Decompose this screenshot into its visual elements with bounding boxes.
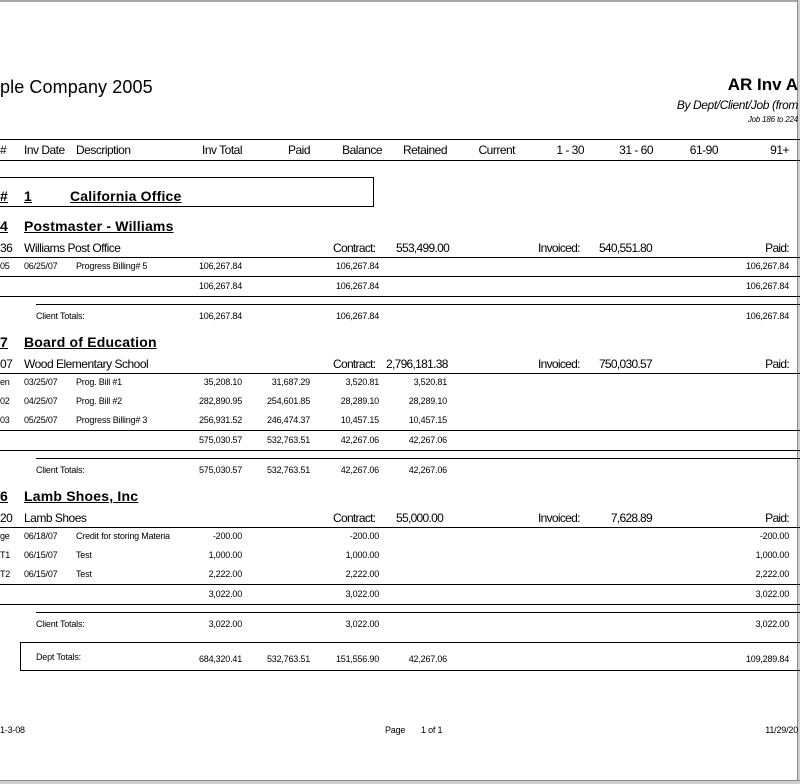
invoice-retained: 3,520.81 bbox=[413, 377, 447, 387]
client-total-total: 106,267.84 bbox=[198, 311, 242, 321]
job-totals-rule bbox=[0, 296, 800, 297]
job-rows-rule bbox=[0, 584, 800, 585]
footer-date-left: 1-3-08 bbox=[0, 725, 25, 735]
invoice-number: en bbox=[0, 377, 10, 387]
column-header-inv-total: Inv Total bbox=[202, 143, 242, 157]
dept-hash: # bbox=[0, 188, 8, 204]
invoice-description: Prog. Bill #2 bbox=[76, 396, 122, 406]
job-totals-rule bbox=[0, 450, 800, 451]
contract-amount: 553,499.00 bbox=[396, 241, 450, 255]
dept-box bbox=[0, 177, 374, 207]
job-rows-rule bbox=[0, 276, 800, 277]
invoice-date: 03/25/07 bbox=[24, 377, 58, 387]
client-total-balance: 106,267.84 bbox=[335, 311, 379, 321]
invoiced-label: Invoiced: bbox=[538, 511, 580, 525]
invoice-total: 2,222.00 bbox=[208, 569, 242, 579]
column-header-31-60: 31 - 60 bbox=[619, 143, 653, 157]
column-header-1-30: 1 - 30 bbox=[556, 143, 584, 157]
invoice-description: Progress Billing# 5 bbox=[76, 261, 148, 271]
paid-label: Paid: bbox=[765, 241, 789, 255]
client-total-retained: 42,267.06 bbox=[408, 465, 447, 475]
dept-totals-ninety-plus: 109,289.84 bbox=[745, 654, 789, 664]
client-totals-label: Client Totals: bbox=[36, 311, 85, 321]
job-total-balance: 42,267.06 bbox=[340, 435, 379, 445]
contract-label: Contract: bbox=[333, 511, 376, 525]
job-total-balance: 106,267.84 bbox=[335, 281, 379, 291]
job-number: 07 bbox=[0, 357, 13, 371]
job-number: 20 bbox=[0, 511, 13, 525]
window-top-border bbox=[0, 0, 800, 2]
invoice-total: 256,931.52 bbox=[198, 415, 242, 425]
invoiced-amount: 7,628.89 bbox=[610, 511, 652, 525]
header-bottom-rule bbox=[0, 160, 800, 161]
invoice-description: Test bbox=[76, 550, 92, 560]
job-totals-rule bbox=[0, 604, 800, 605]
report-subtitle: By Dept/Client/Job (from bbox=[676, 98, 798, 112]
invoice-total: 282,890.95 bbox=[198, 396, 242, 406]
header-top-rule bbox=[0, 139, 800, 140]
job-name: Williams Post Office bbox=[24, 241, 121, 255]
column-header-inv-date: Inv Date bbox=[24, 143, 65, 157]
invoice-total: 106,267.84 bbox=[198, 261, 242, 271]
invoice-date: 06/18/07 bbox=[24, 531, 58, 541]
client-totals-rule bbox=[36, 304, 800, 305]
invoice-paid: 31,687.29 bbox=[271, 377, 310, 387]
report-range: Job 186 to 224 bbox=[747, 115, 798, 124]
invoice-retained: 28,289.10 bbox=[408, 396, 447, 406]
invoice-number: 05 bbox=[0, 261, 10, 271]
job-name: Lamb Shoes bbox=[24, 511, 87, 525]
invoice-balance: 2,222.00 bbox=[345, 569, 379, 579]
invoice-ninety: 2,222.00 bbox=[755, 569, 789, 579]
job-header-rule bbox=[0, 373, 800, 374]
invoice-description: Prog. Bill #1 bbox=[76, 377, 122, 387]
column-header-91: 91+ bbox=[770, 143, 789, 157]
client-name: Board of Education bbox=[24, 334, 157, 350]
paid-label: Paid: bbox=[765, 357, 789, 371]
invoice-balance: 10,457.15 bbox=[340, 415, 379, 425]
invoice-number: 03 bbox=[0, 415, 10, 425]
contract-label: Contract: bbox=[333, 241, 376, 255]
column-header-: # bbox=[0, 143, 7, 157]
invoice-total: 35,208.10 bbox=[203, 377, 242, 387]
contract-amount: 2,796,181.38 bbox=[386, 357, 448, 371]
invoice-description: Test bbox=[76, 569, 92, 579]
job-total-ninety: 106,267.84 bbox=[745, 281, 789, 291]
job-header-rule bbox=[0, 257, 800, 258]
job-total-retained: 42,267.06 bbox=[408, 435, 447, 445]
client-totals-label: Client Totals: bbox=[36, 465, 85, 475]
dept-number: 1 bbox=[24, 188, 32, 204]
invoice-ninety: -200.00 bbox=[759, 531, 789, 541]
job-header-rule bbox=[0, 527, 800, 528]
invoice-date: 06/15/07 bbox=[24, 569, 58, 579]
column-header-paid: Paid bbox=[287, 143, 310, 157]
invoiced-amount: 750,030.57 bbox=[598, 357, 652, 371]
client-totals-label: Client Totals: bbox=[36, 619, 85, 629]
report-title: AR Inv A bbox=[727, 75, 798, 94]
dept-totals-balance: 151,556.90 bbox=[335, 654, 379, 664]
invoice-number: 02 bbox=[0, 396, 10, 406]
dept-totals-paid: 532,763.51 bbox=[266, 654, 310, 664]
job-rows-rule bbox=[0, 430, 800, 431]
client-number: 7 bbox=[0, 334, 8, 350]
invoice-date: 05/25/07 bbox=[24, 415, 58, 425]
contract-amount: 55,000.00 bbox=[396, 511, 444, 525]
client-number: 6 bbox=[0, 488, 8, 504]
invoice-balance: 106,267.84 bbox=[335, 261, 379, 271]
invoice-description: Progress Billing# 3 bbox=[76, 415, 148, 425]
client-total-ninety: 106,267.84 bbox=[745, 311, 789, 321]
invoice-description: Credit for storing Materia bbox=[76, 531, 170, 541]
invoice-balance: 28,289.10 bbox=[340, 396, 379, 406]
column-header-description: Description bbox=[76, 143, 131, 157]
dept-name: California Office bbox=[70, 188, 182, 204]
paid-label: Paid: bbox=[765, 511, 789, 525]
column-header-current: Current bbox=[478, 143, 515, 157]
footer-page-number: 1 of 1 bbox=[421, 725, 443, 735]
invoice-paid: 254,601.85 bbox=[266, 396, 310, 406]
invoice-date: 06/25/07 bbox=[24, 261, 58, 271]
invoice-number: T1 bbox=[0, 550, 11, 560]
job-total-total: 3,022.00 bbox=[208, 589, 242, 599]
job-name: Wood Elementary School bbox=[24, 357, 149, 371]
invoice-balance: 3,520.81 bbox=[345, 377, 379, 387]
client-totals-rule bbox=[36, 612, 800, 613]
column-header-balance: Balance bbox=[342, 143, 382, 157]
client-total-total: 3,022.00 bbox=[208, 619, 242, 629]
dept-totals-retained: 42,267.06 bbox=[408, 654, 447, 664]
client-totals-rule bbox=[36, 458, 800, 459]
company-name: ple Company 2005 bbox=[0, 77, 153, 97]
invoice-date: 04/25/07 bbox=[24, 396, 58, 406]
invoice-number: ge bbox=[0, 531, 10, 541]
client-total-total: 575,030.57 bbox=[198, 465, 242, 475]
footer-date-right: 11/29/20 bbox=[765, 725, 798, 735]
column-header-61-90: 61-90 bbox=[689, 143, 718, 157]
invoice-date: 06/15/07 bbox=[24, 550, 58, 560]
client-total-balance: 3,022.00 bbox=[345, 619, 379, 629]
job-number: 36 bbox=[0, 241, 13, 255]
invoice-balance: -200.00 bbox=[349, 531, 379, 541]
invoice-number: T2 bbox=[0, 569, 11, 579]
invoiced-label: Invoiced: bbox=[538, 241, 580, 255]
client-name: Lamb Shoes, Inc bbox=[24, 488, 139, 504]
job-total-total: 575,030.57 bbox=[198, 435, 242, 445]
invoice-ninety: 106,267.84 bbox=[745, 261, 789, 271]
client-name: Postmaster - Williams bbox=[24, 218, 174, 234]
invoiced-label: Invoiced: bbox=[538, 357, 580, 371]
dept-totals-inv-total: 684,320.41 bbox=[198, 654, 242, 664]
job-total-total: 106,267.84 bbox=[198, 281, 242, 291]
horizontal-scrollbar[interactable] bbox=[0, 780, 800, 784]
invoice-total: -200.00 bbox=[212, 531, 242, 541]
invoice-total: 1,000.00 bbox=[208, 550, 242, 560]
job-total-balance: 3,022.00 bbox=[345, 589, 379, 599]
invoiced-amount: 540,551.80 bbox=[598, 241, 652, 255]
client-total-paid: 532,763.51 bbox=[266, 465, 310, 475]
client-number: 4 bbox=[0, 218, 8, 234]
column-header-retained: Retained bbox=[402, 143, 447, 157]
invoice-balance: 1,000.00 bbox=[345, 550, 379, 560]
job-total-ninety: 3,022.00 bbox=[755, 589, 789, 599]
invoice-retained: 10,457.15 bbox=[408, 415, 447, 425]
invoice-paid: 246,474.37 bbox=[266, 415, 310, 425]
invoice-ninety: 1,000.00 bbox=[755, 550, 789, 560]
client-total-balance: 42,267.06 bbox=[340, 465, 379, 475]
job-total-paid: 532,763.51 bbox=[266, 435, 310, 445]
dept-totals-label: Dept Totals: bbox=[36, 652, 81, 662]
client-total-ninety: 3,022.00 bbox=[755, 619, 789, 629]
footer-page-label: Page bbox=[385, 725, 406, 735]
contract-label: Contract: bbox=[333, 357, 376, 371]
